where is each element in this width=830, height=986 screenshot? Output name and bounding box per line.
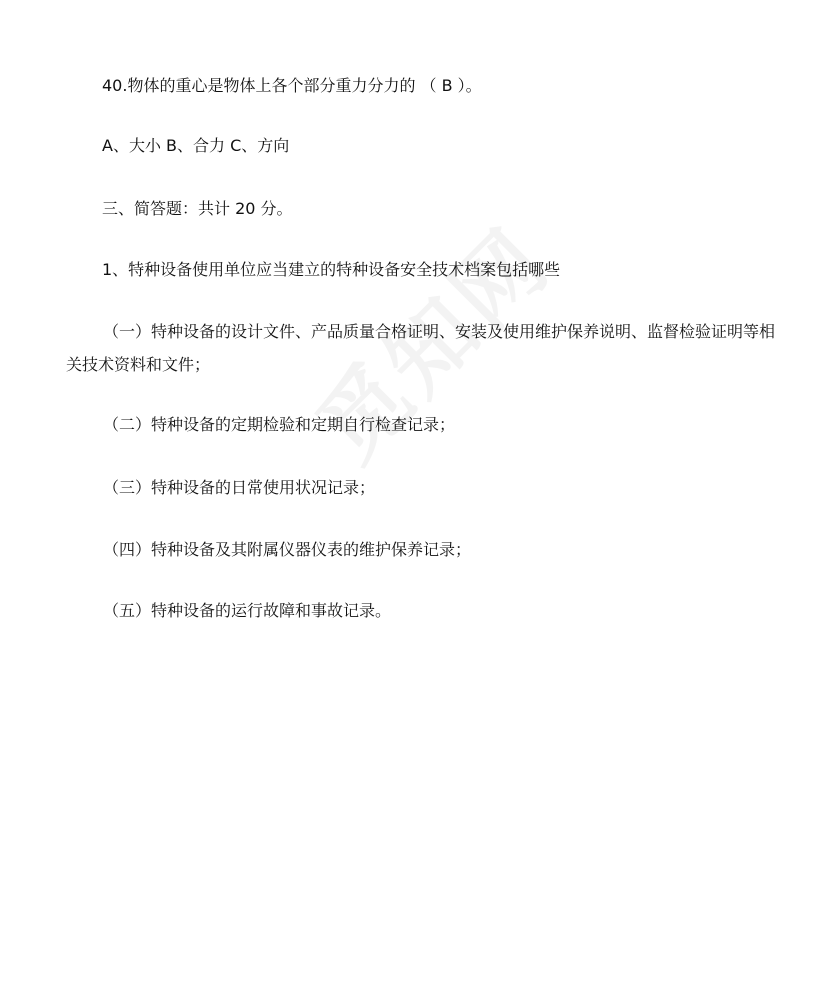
question-40-options: A、大小 B、合力 C、方向 (102, 136, 290, 155)
short-answer-question: 1、特种设备使用单位应当建立的特种设备安全技术档案包括哪些 (102, 260, 561, 279)
answer-item-5: （五）特种设备的运行故障和事故记录。 (103, 601, 392, 620)
answer-item-1-line2: 关技术资料和文件； (66, 355, 211, 374)
answer-item-1-line1: （一）特种设备的设计文件、产品质量合格证明、安装及使用维护保养说明、监督检验证明等相 (103, 322, 776, 341)
question-40-stem: 40.物体的重心是物体上各个部分重力分力的 （ B ）。 (102, 76, 482, 95)
section-heading: 三、简答题：共计 20 分。 (102, 199, 293, 218)
answer-item-3: （三）特种设备的日常使用状况记录； (103, 478, 376, 497)
answer-item-4: （四）特种设备及其附属仪器仪表的维护保养记录； (103, 540, 472, 559)
answer-item-2: （二）特种设备的定期检验和定期自行检查记录； (103, 415, 456, 434)
